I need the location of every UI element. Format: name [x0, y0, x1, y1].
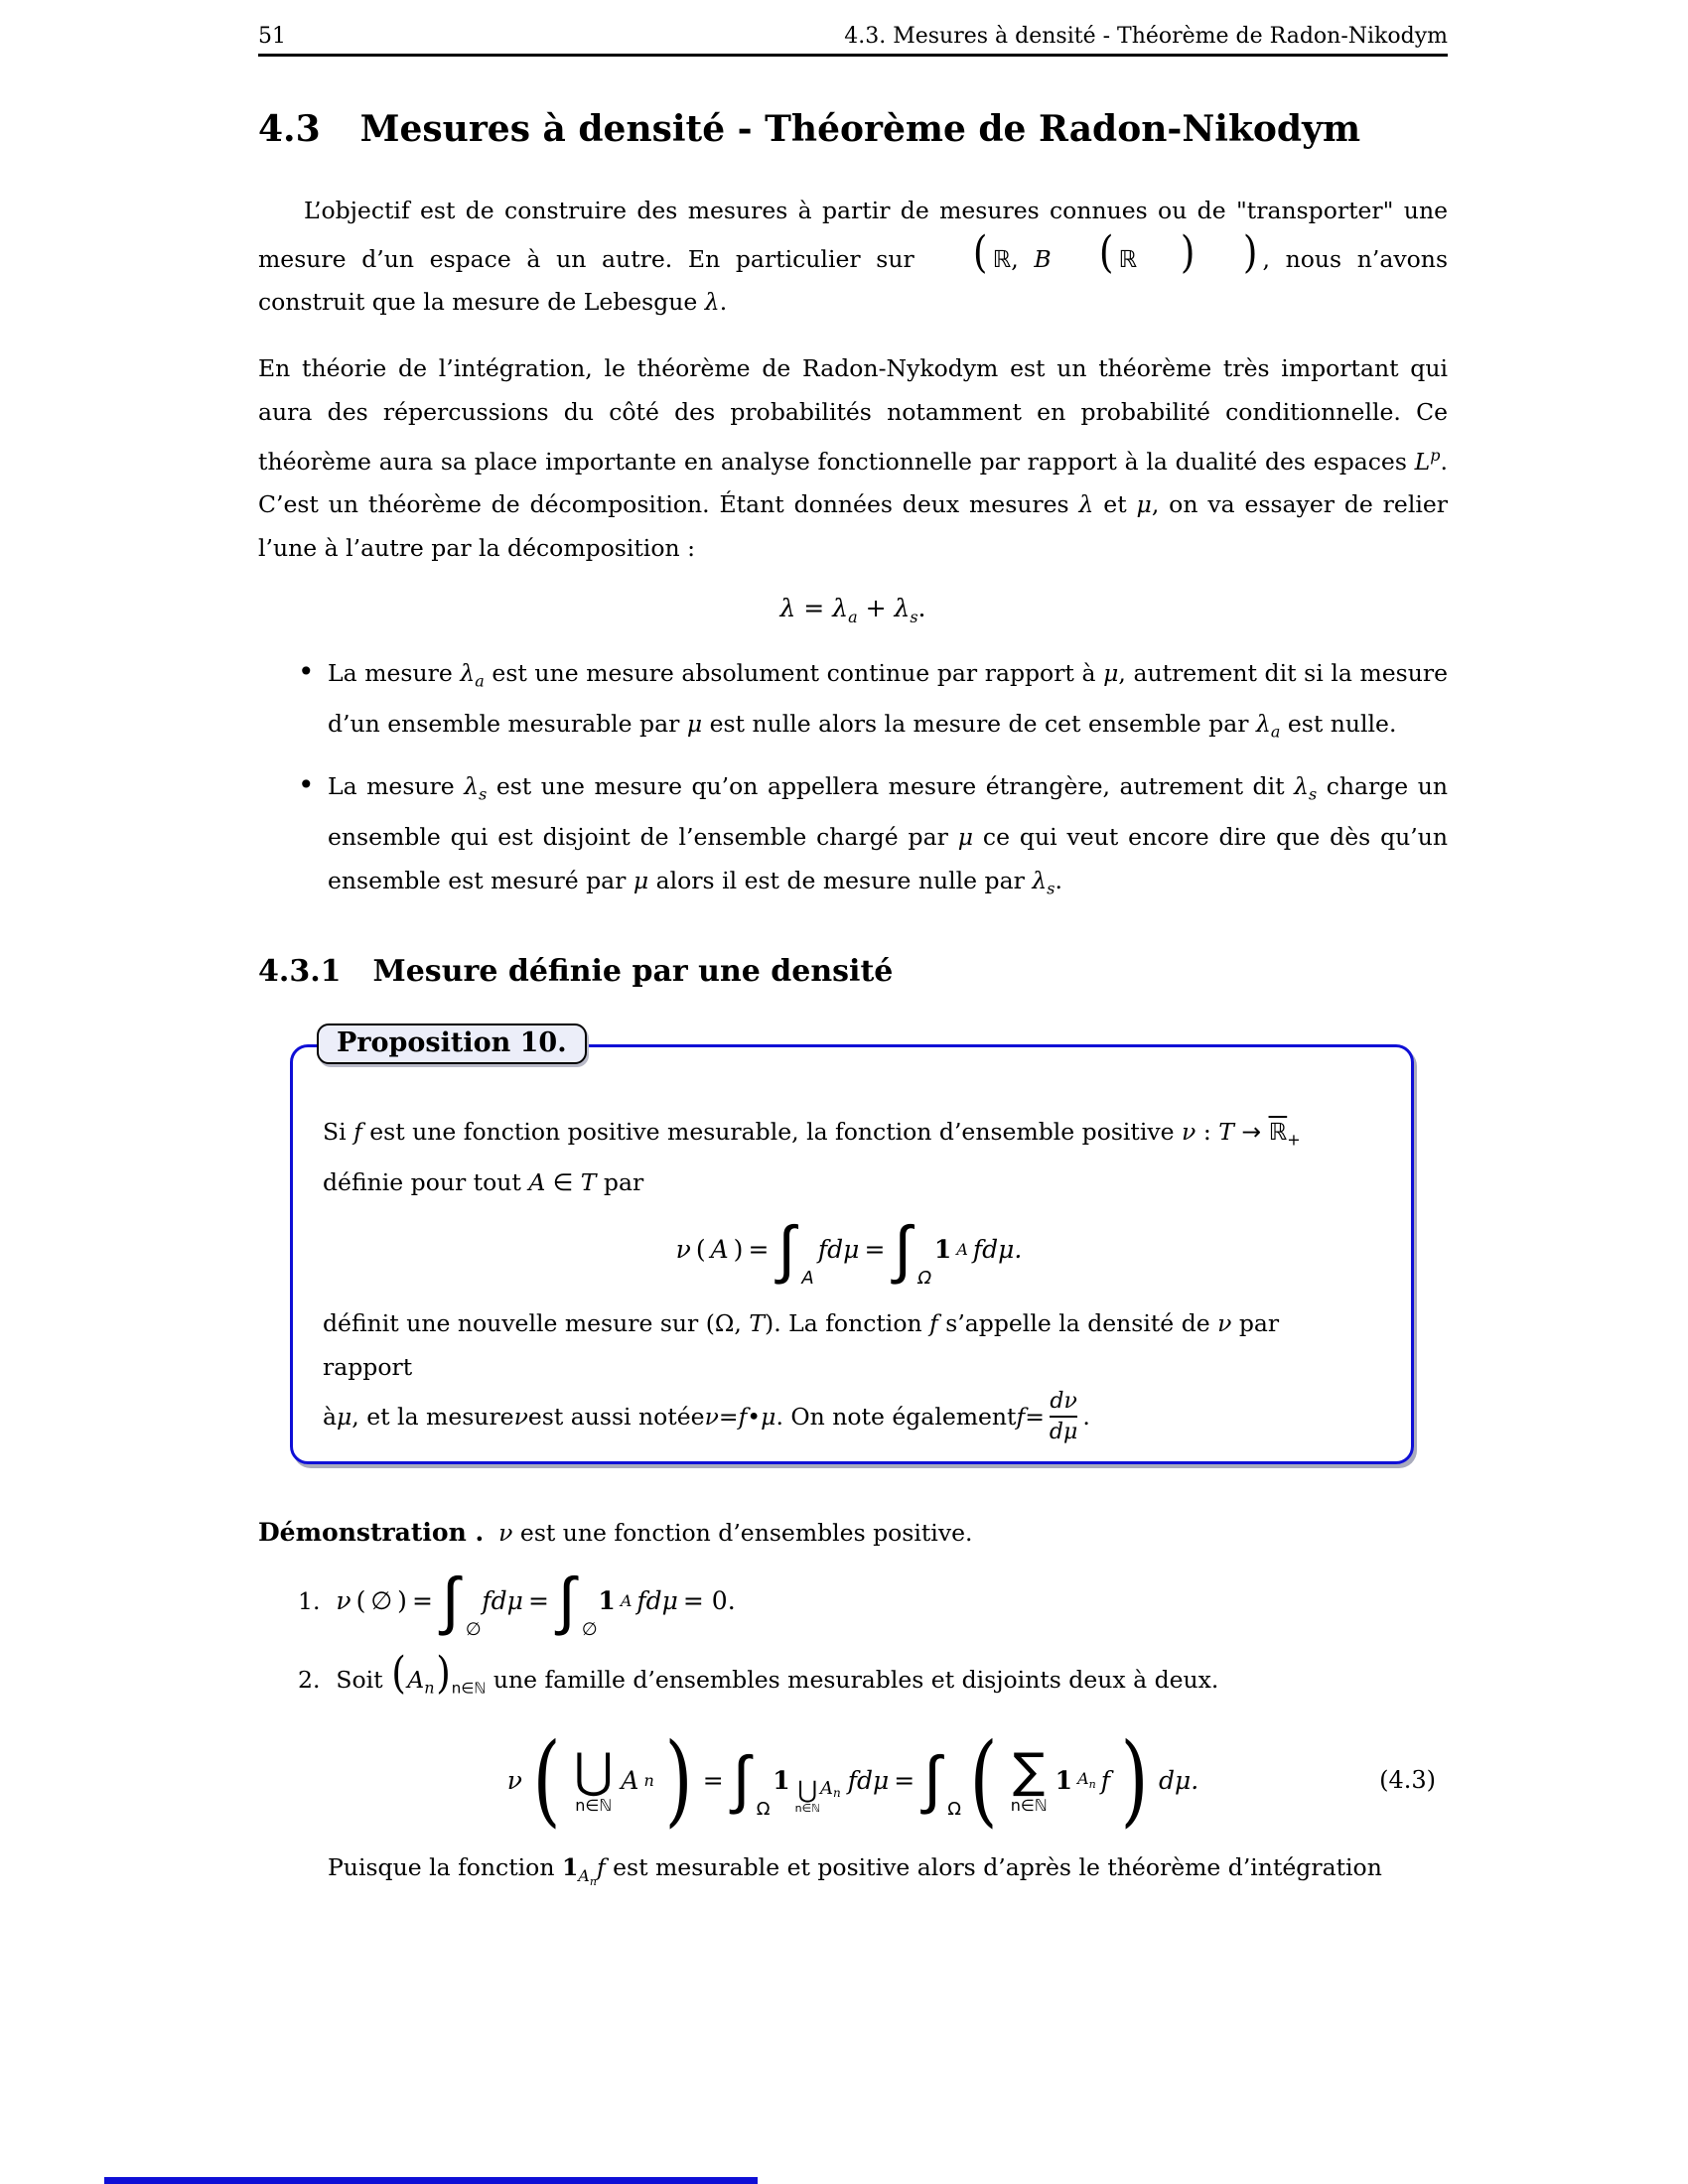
indicator-subscript-A: A — [620, 1591, 633, 1611]
text-run: L’objectif est de construire des mesures à partir de mesures connues ou de "transporter" une mesure d’un espace à un autre. En particulier sur — [258, 197, 1448, 273]
bullet-list — [258, 652, 1448, 910]
A-n-symbol: A — [1077, 1769, 1089, 1789]
empty-set-symbol: ∅ — [370, 1586, 393, 1616]
text-run: Puisque la fonction — [328, 1853, 562, 1882]
equals-sign: = — [803, 593, 825, 622]
text-run: En théorie de l’intégration, le théorème de Radon-Nykodym est un théorème très important qui aura des répercussions du côté des probabilités notamment en probabilité conditionnelle. Ce théorème aura sa place importante en analyse fonctionnelle par rapport à la dualité des espaces — [258, 354, 1448, 476]
lambda-symbol: λ — [779, 593, 796, 622]
lambda-s-symbol: λ — [1032, 866, 1048, 894]
integral-sign: ∫ — [557, 1564, 576, 1638]
integral-sign: ∫ — [894, 1212, 912, 1287]
text-run: , — [1011, 244, 1035, 273]
f-symbol: f — [929, 1309, 938, 1338]
indicator-subscript-An — [1077, 1769, 1096, 1791]
indicator-one: 1 — [1055, 1765, 1073, 1795]
subscript-s: s — [1308, 784, 1318, 804]
list-number: 2. — [298, 1666, 321, 1695]
subsection-number: 4.3.1 — [258, 954, 342, 990]
script-A-symbol: A — [528, 1168, 546, 1197]
paren-close: ) — [1180, 226, 1196, 278]
integrand-fdmu: fdμ — [817, 1235, 860, 1265]
equals-sign: = — [411, 1586, 433, 1616]
running-header: 4.3. Mesures à densité - Théorème de Radon-Nikodym — [844, 24, 1448, 49]
colon: : — [1196, 1118, 1219, 1147]
union-index: n∈ℕ — [794, 1801, 821, 1815]
indicator-subscript-A: A — [956, 1240, 968, 1260]
subscript-a: a — [1270, 722, 1281, 742]
f-symbol: f — [353, 1118, 362, 1147]
subscript-n: n — [589, 1875, 597, 1889]
period: . — [1082, 1402, 1090, 1431]
f-symbol: f — [1100, 1765, 1110, 1795]
text-run: et — [1093, 490, 1137, 519]
nu-symbol: ν — [498, 1518, 513, 1547]
bullet-product-symbol: • — [747, 1402, 762, 1431]
nu-symbol: ν — [506, 1765, 522, 1795]
sum-index: n∈ℕ — [1010, 1795, 1048, 1815]
union-icon: ⋃ — [574, 1742, 614, 1799]
script-T-symbol: T — [580, 1168, 597, 1197]
text-run: La mesure — [328, 658, 461, 687]
mu-symbol: μ — [337, 1402, 352, 1431]
integral-subscript-empty: ∅ — [581, 1619, 598, 1641]
text-run: définit une nouvelle mesure sur (Ω, — [323, 1309, 750, 1338]
proposition-label: Proposition 10. — [317, 1024, 587, 1064]
text-run: s’appelle la densité de — [937, 1309, 1218, 1338]
indicator-subscript-An — [578, 1866, 597, 1889]
proposition-line-2 — [323, 1161, 1375, 1205]
integral-over-omega — [892, 1212, 932, 1290]
subscript-s: s — [1047, 879, 1055, 898]
text-run: Soit — [336, 1666, 391, 1695]
big-paren-close: ) — [1120, 1721, 1149, 1839]
Lp-space-symbol: L — [1414, 447, 1431, 476]
period: . — [917, 593, 926, 622]
text-run: est une mesure absolument continue par rapport à — [484, 658, 1104, 687]
lambda-s-symbol: λ — [1294, 772, 1309, 801]
integral-subscript-omega: Ω — [947, 1798, 961, 1820]
fraction-bar — [1050, 1416, 1077, 1418]
mu-symbol: μ — [1103, 658, 1119, 687]
big-paren-open: ( — [532, 1721, 561, 1839]
paren-open: ( — [973, 226, 988, 278]
sum-operator — [1010, 1742, 1048, 1815]
text-run: est nulle alors la mesure de cet ensemble par — [702, 710, 1256, 739]
text-run: ce qui veut encore dire que dès qu’un ensemble est mesuré par — [328, 823, 1448, 894]
text-run: une famille d’ensembles mesurables et disjoints deux à deux. — [486, 1666, 1219, 1695]
extended-reals-symbol: ℝ — [1268, 1118, 1288, 1147]
paren-open: ( — [1099, 226, 1114, 278]
nu-symbol: ν — [513, 1402, 528, 1431]
text-run: . C’est un théorème de décomposition. Étant données deux mesures — [258, 447, 1448, 519]
text-run: est une fonction positive mesurable, la fonction d’ensemble positive — [361, 1118, 1183, 1147]
indicator-one: 1 — [933, 1235, 952, 1265]
text-run: est nulle. — [1280, 710, 1397, 739]
decomposition-equation — [258, 594, 1448, 626]
paren-close: ) — [1243, 226, 1258, 278]
subscript-s: s — [479, 784, 488, 804]
integral-over-omega — [731, 1743, 771, 1820]
list-number: 1. — [298, 1586, 321, 1615]
text-run: par rapport — [323, 1309, 1280, 1381]
lambda-s-symbol: λ — [464, 772, 480, 801]
section-title-text: Mesures à densité - Théorème de Radon-Nikodym — [359, 108, 1361, 150]
text-run: ). La fonction — [765, 1309, 930, 1338]
text-run: , autrement dit si la mesure d’un ensemble mesurable par — [328, 658, 1448, 739]
intro-paragraph-2 — [258, 347, 1448, 570]
nu-symbol: ν — [1182, 1118, 1196, 1147]
dmu-symbol: dμ. — [1159, 1765, 1199, 1795]
lambda-a-symbol: λ — [832, 593, 849, 622]
plus-sign: + — [865, 593, 887, 622]
equals-sign: = — [894, 1765, 915, 1795]
subscript-n: n — [1088, 1778, 1096, 1792]
integrand-fdmu: fdμ — [636, 1586, 678, 1616]
script-T-symbol: T — [749, 1309, 766, 1338]
paren-close: ) — [733, 1235, 744, 1265]
lambda-a-symbol: λ — [1255, 710, 1271, 739]
next-box-top-edge — [104, 2177, 758, 2184]
proof-step-2 — [298, 1648, 1448, 1710]
text-run: , nous n’avons construit que la mesure de Lebesgue — [258, 244, 1449, 316]
subscript-n: n — [424, 1678, 435, 1698]
text-run: est une mesure qu’on appellera mesure étrangère, autrement dit — [487, 772, 1295, 801]
proposition-line-1 — [323, 1111, 1375, 1161]
demonstration-paragraph — [258, 1518, 1448, 1547]
density-definition-equation — [323, 1212, 1375, 1290]
text-run: , et la mesure — [352, 1402, 514, 1431]
proof-step-1 — [298, 1564, 1448, 1641]
element-of-symbol: ∈ — [552, 1168, 574, 1197]
integrand-fdmu: fdμ — [482, 1586, 523, 1616]
equals-sign: = — [748, 1235, 770, 1265]
paren-open: ( — [695, 1235, 706, 1265]
script-A-symbol: A — [710, 1235, 729, 1265]
proposition-line-3 — [323, 1302, 1375, 1389]
mu-symbol: μ — [686, 710, 703, 739]
integral-subscript-omega: Ω — [756, 1798, 771, 1820]
subsection-title — [258, 954, 1448, 989]
mu-symbol: μ — [1136, 490, 1152, 519]
integral-over-omega — [921, 1743, 961, 1820]
paren-open: ( — [355, 1586, 366, 1616]
indicator-subscript-union — [794, 1775, 841, 1815]
integral-subscript-A: A — [801, 1268, 814, 1290]
text-run: par — [596, 1168, 644, 1197]
f-symbol: f — [738, 1402, 748, 1431]
A-n-symbol: A — [407, 1666, 425, 1695]
integrand-fdmu: fdμ — [847, 1765, 890, 1795]
equals-sign: = — [718, 1402, 739, 1431]
mu-symbol: μ — [633, 866, 649, 894]
integral-over-A — [775, 1212, 814, 1290]
nu-symbol: ν — [336, 1586, 352, 1616]
section-title — [258, 108, 1448, 150]
subscript-a: a — [848, 607, 858, 626]
text-run: est aussi notée — [527, 1402, 705, 1431]
intro-paragraph-1 — [258, 190, 1448, 325]
A-n-symbol: A — [820, 1777, 834, 1799]
header-rule — [258, 54, 1448, 57]
f-symbol: f — [1016, 1402, 1026, 1431]
page-number: 51 — [258, 24, 286, 49]
indicator-one: 1 — [561, 1853, 579, 1882]
integral-over-empty-set — [556, 1564, 598, 1641]
A-n-symbol: A — [621, 1765, 639, 1795]
union-icon: ⋃ — [797, 1775, 818, 1804]
page-header — [258, 0, 1448, 49]
bullet-item-singular-measure — [258, 765, 1448, 910]
indicator-one: 1 — [773, 1765, 790, 1795]
integral-sign: ∫ — [923, 1743, 941, 1818]
text-run: , on va essayer de relier l’une à l’autre par la décomposition : — [258, 490, 1449, 562]
borel-script-B: B — [1034, 244, 1052, 273]
bullet-item-absolutely-continuous — [258, 652, 1448, 753]
big-paren-close: ) — [664, 1721, 693, 1839]
nu-symbol: ν — [1217, 1309, 1232, 1338]
integral-subscript-empty: ∅ — [465, 1619, 482, 1641]
equals-sign: = — [702, 1765, 724, 1795]
subscript-n-in-N: n∈ℕ — [451, 1679, 487, 1698]
page-content — [258, 0, 1448, 1888]
text-run: charge un ensemble qui est disjoint de l’ensemble chargé par — [328, 772, 1448, 852]
equation-4-3 — [258, 1721, 1448, 1839]
proposition-box — [290, 1027, 1414, 1464]
integral-sign: ∫ — [732, 1743, 751, 1818]
closing-paragraph — [328, 1853, 1448, 1888]
script-T-symbol: T — [1218, 1118, 1234, 1147]
subscript-plus: + — [1287, 1130, 1301, 1150]
Lp-exponent: p — [1430, 446, 1441, 465]
fraction-numerator: dν — [1050, 1389, 1077, 1415]
text-run: définie pour tout — [323, 1168, 529, 1197]
subscript-n: n — [643, 1770, 654, 1790]
text-run: à — [323, 1402, 338, 1431]
equals-zero: = 0. — [682, 1586, 736, 1616]
text-run: La mesure — [328, 772, 465, 801]
nu-symbol: ν — [704, 1402, 719, 1431]
equals-sign: = — [527, 1586, 549, 1616]
subscript-n: n — [833, 1785, 841, 1800]
sum-icon: ∑ — [1013, 1742, 1046, 1799]
section-number: 4.3 — [258, 108, 321, 150]
text-run: . On note également — [775, 1402, 1017, 1431]
integral-over-empty-set — [440, 1564, 482, 1641]
lambda-s-symbol: λ — [894, 593, 911, 622]
nu-symbol: ν — [675, 1235, 691, 1265]
subscript-s: s — [910, 607, 918, 626]
integrand-fdmu: fdμ. — [972, 1235, 1023, 1265]
fraction-denominator: dμ — [1049, 1420, 1078, 1445]
equals-sign: = — [1025, 1402, 1045, 1431]
indicator-one: 1 — [598, 1586, 616, 1616]
text-run: Si — [323, 1118, 354, 1147]
text-run: est mesurable et positive alors d’après le théorème d’intégration — [605, 1853, 1382, 1882]
union-operator — [574, 1742, 614, 1815]
lambda-symbol: λ — [704, 288, 720, 316]
integral-sign: ∫ — [441, 1564, 460, 1638]
lambda-symbol: λ — [1078, 490, 1094, 519]
paren-open: ( — [391, 1648, 406, 1700]
union-index: n∈ℕ — [575, 1795, 613, 1815]
mu-symbol: μ — [761, 1402, 776, 1431]
paren-close: ) — [435, 1648, 451, 1700]
f-symbol: f — [596, 1853, 606, 1882]
subscript-a: a — [475, 671, 485, 691]
equals-sign: = — [864, 1235, 886, 1265]
text-run: est une fonction d’ensembles positive. — [512, 1518, 973, 1547]
demonstration-label: Démonstration . — [258, 1517, 485, 1547]
period: . — [1055, 866, 1062, 894]
integral-subscript-omega: Ω — [917, 1268, 932, 1290]
proposition-line-4 — [323, 1389, 1375, 1445]
real-set-symbol: ℝ — [992, 244, 1012, 273]
radon-nikodym-fraction — [1050, 1389, 1077, 1445]
equation-number-tag: (4.3) — [1379, 1766, 1436, 1795]
real-set-symbol: ℝ — [1118, 244, 1138, 273]
text-run: . — [719, 288, 728, 316]
big-paren-open: ( — [969, 1721, 998, 1839]
paren-close: ) — [397, 1586, 407, 1616]
lambda-a-symbol: λ — [460, 658, 476, 687]
subsection-title-text: Mesure définie par une densité — [372, 954, 894, 990]
A-n-symbol: A — [578, 1866, 590, 1886]
integral-sign: ∫ — [777, 1212, 795, 1287]
text-run: alors il est de mesure nulle par — [648, 866, 1033, 894]
mu-symbol: μ — [957, 823, 974, 852]
arrow-icon: → — [1241, 1118, 1262, 1147]
